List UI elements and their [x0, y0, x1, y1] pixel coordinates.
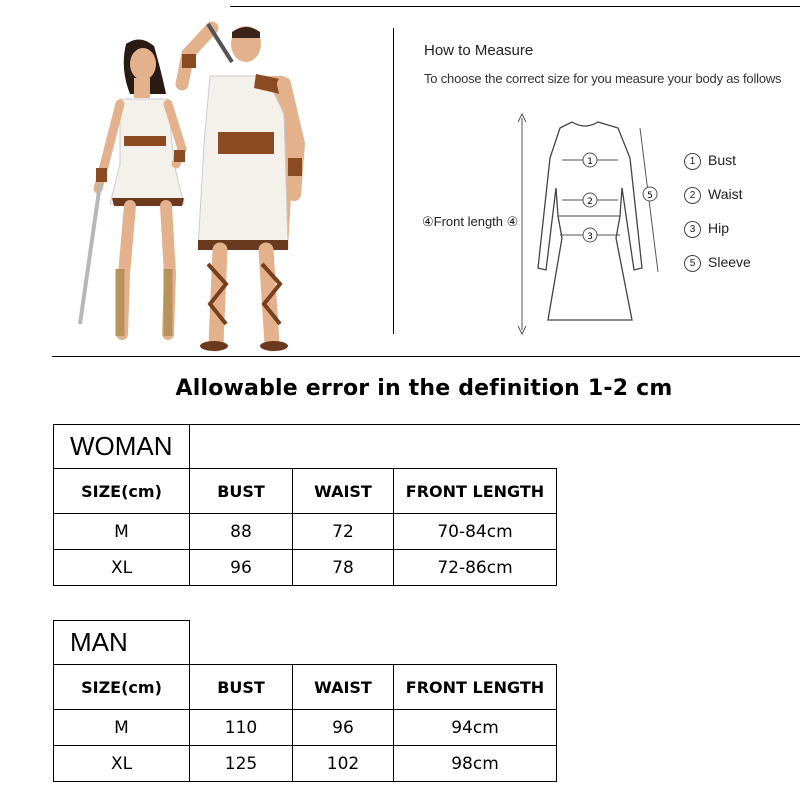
col-waist: WAIST [293, 665, 394, 710]
mid-divider [52, 356, 800, 357]
man-title: MAN [54, 621, 190, 665]
legend-waist: 2 Waist [684, 186, 742, 204]
table-row: XL 125 102 98cm [54, 746, 557, 782]
table-row: XL 96 78 72-86cm [54, 550, 557, 586]
table-row: M 110 96 94cm [54, 710, 557, 746]
col-size: SIZE(cm) [54, 665, 190, 710]
dress-diagram [500, 108, 670, 340]
panel-divider [393, 28, 394, 334]
allowable-error-heading: Allowable error in the definition 1-2 cm [175, 376, 673, 401]
woman-model [80, 39, 185, 336]
top-divider [230, 6, 800, 7]
man-model [182, 24, 302, 351]
legend-bust: 1 Bust [684, 152, 736, 170]
col-size: SIZE(cm) [54, 469, 190, 514]
svg-text:3: 3 [587, 232, 593, 242]
front-length-label: ④Front length ④ [422, 214, 519, 229]
measure-subtitle: To choose the correct size for you measure your body as follows [424, 71, 782, 86]
col-waist: WAIST [293, 469, 394, 514]
woman-size-table [53, 424, 557, 586]
table-row: M 88 72 70-84cm [54, 514, 557, 550]
man-size-table [53, 620, 557, 782]
col-bust: BUST [190, 665, 293, 710]
costume-photo [70, 14, 330, 354]
woman-title: WOMAN [54, 425, 190, 469]
svg-text:5: 5 [647, 191, 653, 201]
col-bust: BUST [190, 469, 293, 514]
measure-title: How to Measure [424, 42, 534, 59]
col-front-length: FRONT LENGTH [394, 469, 557, 514]
woman-table-top-extension [189, 424, 800, 425]
svg-text:2: 2 [587, 197, 593, 207]
svg-text:1: 1 [587, 157, 593, 167]
legend-sleeve: 5 Sleeve [684, 254, 751, 272]
legend-hip: 3 Hip [684, 220, 729, 238]
col-front-length: FRONT LENGTH [394, 665, 557, 710]
